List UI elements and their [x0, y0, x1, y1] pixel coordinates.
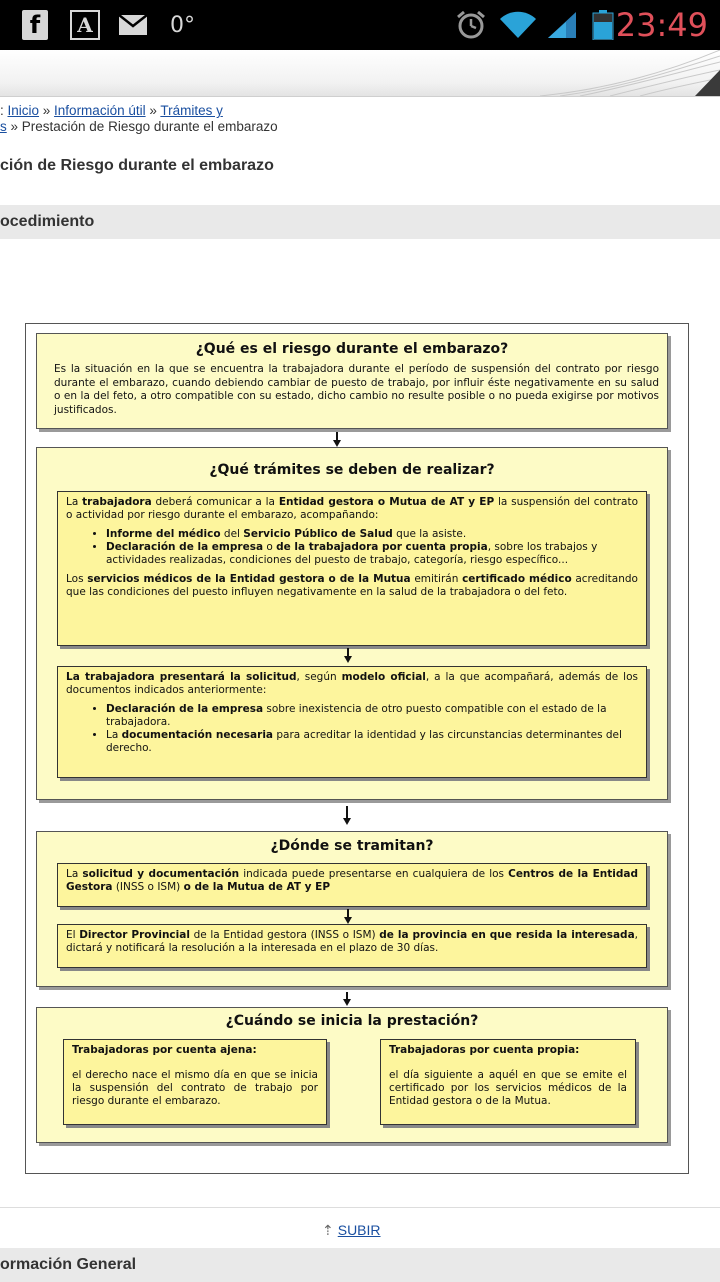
column-title: Trabajadoras por cuenta ajena: — [72, 1044, 257, 1056]
back-to-top[interactable] — [322, 1222, 381, 1239]
breadcrumb-inicio[interactable]: Inicio — [7, 103, 40, 118]
box-heading: ¿Cuándo se inicia la prestación? — [225, 1013, 479, 1029]
temperature-readout: 0° — [170, 12, 195, 38]
flow-arrow-head — [343, 999, 351, 1006]
clock: 23:49 — [615, 6, 708, 44]
box-heading: ¿Dónde se tramitan? — [270, 838, 434, 854]
breadcrumb-current: Prestación de Riesgo durante el embarazo — [21, 119, 278, 134]
step-paragraph: El Director Provincial de la Entidad gestora (INSS o ISM) de la provincia en que resida la interesada, dictará y notificará la resolución a la interesada en el plazo de 30 días. — [66, 929, 638, 954]
header-decoration — [520, 50, 720, 96]
breadcrumb — [0, 103, 278, 135]
cuando-cuenta-ajena — [63, 1039, 327, 1125]
tramites-step-2 — [57, 666, 647, 778]
wifi-icon — [498, 10, 538, 40]
breadcrumb-informacion-util[interactable]: Información útil — [54, 103, 146, 118]
section-header-procedimiento: ocedimiento — [0, 205, 720, 239]
breadcrumb-sep: » — [6, 119, 22, 134]
box-heading: ¿Qué trámites se deben de realizar? — [209, 462, 495, 478]
section-header-informacion-general: ormación General — [0, 1248, 720, 1282]
flow-arrow-head — [344, 917, 352, 924]
mail-icon — [118, 10, 148, 40]
step-list — [66, 703, 638, 755]
list-item: • Declaración de la empresa o de la trabajadora por cuenta propia, sobre los trabajos y actividades realizadas, condiciones del puesto de trabajo, categoría, riesgo específico... — [106, 541, 638, 567]
step-paragraph: La solicitud y documentación indicada puede presentarse en cualquiera de los Centros de la Entidad Gestora (INSS o ISM) o de la Mutua de AT y EP — [66, 868, 639, 893]
font-app-icon: A — [70, 10, 100, 40]
subir-link[interactable]: SUBIR — [337, 1222, 381, 1238]
list-item: • Declaración de la empresa sobre inexistencia de otro puesto compatible con el estado de la trabajadora. — [106, 703, 638, 729]
step-paragraph: Los servicios médicos de la Entidad gestora o de la Mutua emitirán certificado médico acreditando que las condiciones del puesto influyen negativamente en la salud de la trabajadora o del feto. — [66, 573, 638, 598]
column-title: Trabajadoras por cuenta propia: — [389, 1044, 580, 1056]
donde-step-1 — [57, 863, 647, 907]
step-paragraph: La trabajadora deberá comunicar a la Entidad gestora o Mutua de AT y EP la suspensión del contrato o actividad por riesgo durante el embarazo, acompañando: — [66, 496, 638, 521]
site-header — [0, 50, 720, 97]
alarm-icon — [455, 10, 487, 40]
arrow-up-icon: ⇡ — [322, 1222, 334, 1238]
breadcrumb-tramites[interactable]: Trámites y — [160, 103, 223, 118]
box-text: Es la situación en la que se encuentra la trabajadora durante el período de suspensión del contrato por riesgo durante el embarazo, cuando debiendo cambiar de puesto de trabajo, por influir éste negativamente en su salud o en la del feto, a otro compatible con su estado, dicho cambio no resulte posible o no pueda exigirse por motivos justificados. — [54, 363, 659, 416]
procedure-diagram — [25, 323, 689, 1174]
status-bar — [0, 0, 720, 50]
donde-step-2 — [57, 924, 647, 968]
flow-arrow-head — [333, 440, 341, 447]
box-heading: ¿Qué es el riesgo durante el embarazo? — [195, 341, 509, 357]
box-donde — [36, 831, 668, 987]
box-cuando — [36, 1007, 668, 1143]
column-text: el día siguiente a aquél en que se emite el certificado por los servicios médicos de la Entidad gestora o de la Mutua. — [389, 1069, 627, 1107]
flow-arrow-head — [343, 818, 351, 825]
column-text: el derecho nace el mismo día en que se inicia la suspensión del contrato de trabajo por riesgo durante el embarazo. — [72, 1069, 318, 1107]
page-title: ción de Riesgo durante el embarazo — [0, 157, 274, 174]
flow-arrow-head — [344, 656, 352, 663]
divider — [0, 1207, 720, 1208]
signal-icon — [546, 10, 578, 40]
breadcrumb-sep: » — [39, 103, 55, 118]
facebook-icon: f — [22, 10, 48, 40]
box-tramites — [36, 447, 668, 800]
battery-icon — [592, 10, 614, 40]
breadcrumb-tramites-cont[interactable]: s — [0, 119, 7, 134]
step-paragraph: La trabajadora presentará la solicitud, según modelo oficial, a la que acompañará, además de los documentos indicados anteriormente: — [66, 671, 638, 696]
list-item: • Informe del médico del Servicio Público de Salud que la asiste. — [106, 528, 638, 541]
tramites-step-1 — [57, 491, 647, 646]
cuando-cuenta-propia — [380, 1039, 636, 1125]
step-list — [66, 528, 638, 567]
box-que-es — [36, 333, 668, 429]
breadcrumb-sep: : — [0, 103, 8, 118]
list-item: • La documentación necesaria para acreditar la identidad y las circunstancias determinantes del derecho. — [106, 729, 638, 755]
breadcrumb-sep: » — [145, 103, 161, 118]
